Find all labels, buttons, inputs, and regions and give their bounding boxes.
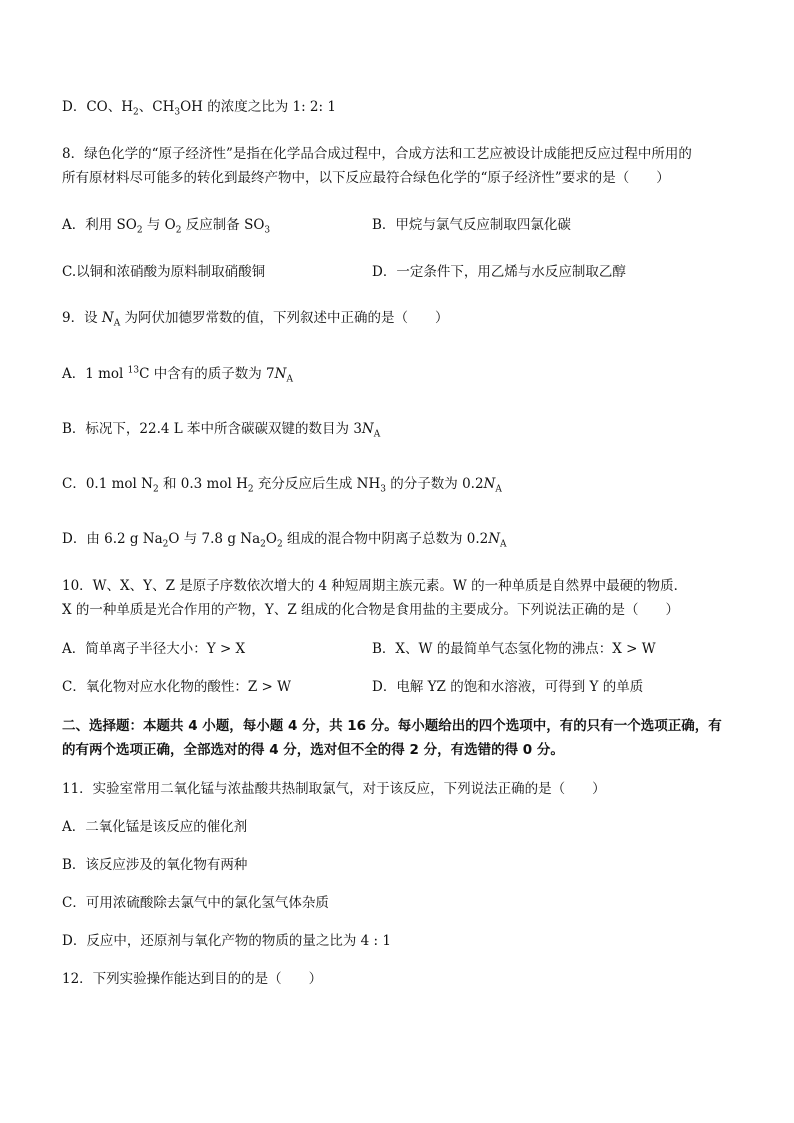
q9-option-c: C．0.1 mol $N_2$ 和 0.3 mol $H_2$ 充分反应后生成 $NH_3$ 的分子数为 $0.2N_A$ [62, 476, 502, 495]
q11-option-b: B．该反应涉及的氧化物有两种 [62, 857, 248, 873]
q11-option-a: A．二氧化锰是该反应的催化剂 [62, 819, 248, 835]
q11-stem: 11．实验室常用二氧化锰与浓盐酸共热制取氯气，对于该反应，下列说法正确的是（ ） [62, 781, 606, 797]
section2-heading-line1: 二、选择题：本题共 4 小题，每小题 4 分，共 16 分。每小题给出的四个选项中，有的只有一个选项正确，有 [62, 718, 722, 734]
q7-option-d: D．CO、$H_2$、$CH_3OH$ 的浓度之比为 1: 2: 1 [62, 99, 336, 118]
q8-option-c: C.以铜和浓硝酸为原料制取硝酸铜 [62, 264, 266, 280]
q10-option-d: D．电解 YZ 的饱和水溶液，可得到 Y 的单质 [372, 679, 644, 695]
q8-stem-line1: 8．绿色化学的“原子经济性”是指在化学品合成过程中，合成方法和工艺应被设计成能把反应过程中所用的 [62, 146, 692, 162]
q10-option-a: A．简单离子半径大小：Y > X [62, 641, 246, 657]
q8-option-a: A．利用 $SO_2$ 与 $O_2$ 反应制备 $SO_3$ [62, 217, 271, 236]
q10-stem-line1: 10．W、X、Y、Z 是原子序数依次增大的 4 种短周期主族元素。W 的一种单质是自然界中最硬的物质． [62, 578, 688, 594]
q9-option-a: A．1 mol $^{13}$C 中含有的质子数为 $7N_A$ [62, 365, 293, 385]
q10-stem-line2: X 的一种单质是光合作用的产物，Y、Z 组成的化合物是食用盐的主要成分。下列说法正确的是（ ） [62, 602, 679, 618]
q10-option-b: B．X、W 的最简单气态氢化物的沸点：X > W [372, 641, 656, 657]
q9-option-b: B．标况下，22.4 L 苯中所含碳碳双键的数目为 $3N_A$ [62, 421, 381, 440]
section2-heading-line2: 的有两个选项正确，全部选对的得 4 分，选对但不全的得 2 分，有选错的得 0 分。 [62, 742, 564, 758]
q11-option-d: D．反应中，还原剂与氧化产物的物质的量之比为 4 : 1 [62, 933, 391, 949]
q11-option-c: C．可用浓硫酸除去氯气中的氯化氢气体杂质 [62, 895, 329, 911]
q12-stem: 12．下列实验操作能达到目的的是（ ） [62, 971, 323, 987]
q10-option-c: C．氧化物对应水化物的酸性：Z > W [62, 679, 291, 695]
q9-option-d: D．由 6.2 g $Na_2O$ 与 7.8 g $Na_2O_2$ 组成的混合物中阴离子总数为 $0.2N_A$ [62, 531, 507, 550]
q8-option-b: B．甲烷与氯气反应制取四氯化碳 [372, 217, 571, 233]
q9-stem: 9．设 $N_A$ 为阿伏加德罗常数的值，下列叙述中正确的是（ ） [62, 310, 449, 329]
q8-option-d: D．一定条件下，用乙烯与水反应制取乙醇 [372, 264, 626, 280]
q8-stem-line2: 所有原材料尽可能多的转化到最终产物中，以下反应最符合绿色化学的“原子经济性”要求的是（ ） [62, 170, 670, 186]
